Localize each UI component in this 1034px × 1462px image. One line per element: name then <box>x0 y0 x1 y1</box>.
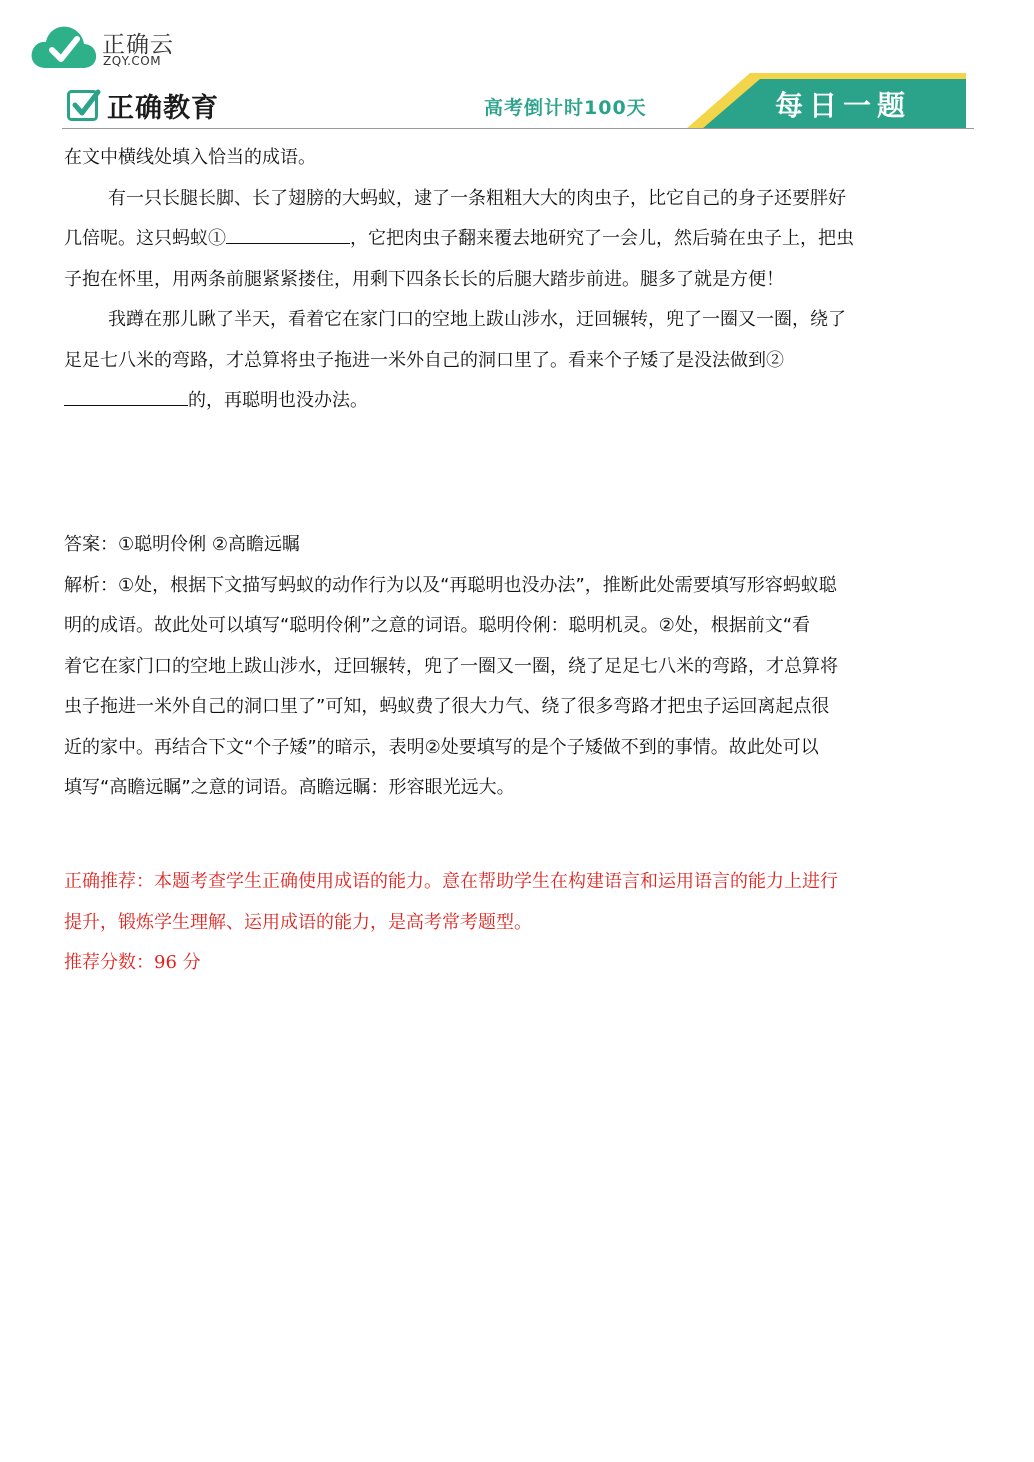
passage-line <box>64 219 970 260</box>
site-logo[interactable] <box>30 22 190 74</box>
answer-line: 答案：①聪明伶俐 ②高瞻远瞩 <box>64 534 300 555</box>
fill-blank-2 <box>64 389 188 406</box>
header-divider <box>62 128 974 129</box>
recommended-score: 推荐分数：96 分 <box>64 952 201 973</box>
analysis-line: 填写“高瞻远瞩”之意的词语。高瞻远瞩：形容眼光远大。 <box>64 777 515 798</box>
passage-line: 子抱在怀里，用两条前腿紧紧搂住，用剩下四条长长的后腿大踏步前进。腿多了就是方便！ <box>64 268 784 290</box>
passage-text: 的，再聪明也没办法。 <box>188 390 368 411</box>
site-name: 正确云 <box>102 32 174 58</box>
analysis-line: 着它在家门口的空地上跋山涉水，迂回辗转，兜了一圈又一圈，绕了足足七八米的弯路，才总算将 <box>64 655 838 677</box>
passage-line <box>64 381 970 422</box>
recommendation-section <box>64 862 974 984</box>
question-prompt: 在文中横线处填入恰当的成语。 <box>64 147 316 168</box>
passage-line: 我蹲在那儿瞅了半天，看着它在家门口的空地上跋山涉水，迂回辗转，兜了一圈又一圈，绕了 <box>108 309 846 330</box>
fill-blank-1 <box>226 227 350 244</box>
cloud-check-icon <box>30 22 98 72</box>
passage-line: 有一只长腿长脚、长了翅膀的大蚂蚁，逮了一条粗粗大大的肉虫子，比它自己的身子还要胖好 <box>108 187 846 209</box>
banner-label: 每日一题 <box>775 89 912 122</box>
site-domain: ZQY.COM <box>103 54 162 68</box>
passage-line: 足足七八米的弯路，才总算将虫子拖进一米外自己的洞口里了。看来个子矮了是没法做到② <box>64 349 784 371</box>
analysis-line: 近的家中。再结合下文“个子矮”的暗示，表明②处要填写的是个子矮做不到的事情。故此处可以 <box>64 736 819 758</box>
analysis-line: 虫子拖进一米外自己的洞口里了”可知，蚂蚁费了很大力气、绕了很多弯路才把虫子运回离起点很 <box>64 696 830 717</box>
answer-section <box>64 525 974 809</box>
countdown-text: 高考倒计时100天 <box>484 97 647 119</box>
analysis-line: 解析：①处，根据下文描写蚂蚁的动作行为以及“再聪明也没办法”，推断此处需要填写形容蚂蚁聪 <box>64 574 837 596</box>
question-section <box>64 138 970 422</box>
passage-text: 几倍呢。这只蚂蚁① <box>64 228 226 249</box>
analysis-line: 明的成语。故此处可以填写“聪明伶俐”之意的词语。聪明伶俐：聪明机灵。②处，根据前文“看 <box>64 615 811 636</box>
checkbox-icon <box>67 88 101 122</box>
brand <box>67 86 219 124</box>
passage-text: ，它把肉虫子翻来覆去地研究了一会儿，然后骑在虫子上，把虫 <box>350 228 854 249</box>
recommendation-line: 正确推荐：本题考查学生正确使用成语的能力。意在帮助学生在构建语言和运用语言的能力上进行 <box>64 871 838 892</box>
brand-name: 正确教育 <box>107 92 219 124</box>
recommendation-line: 提升，锻炼学生理解、运用成语的能力，是高考常考题型。 <box>64 911 532 933</box>
